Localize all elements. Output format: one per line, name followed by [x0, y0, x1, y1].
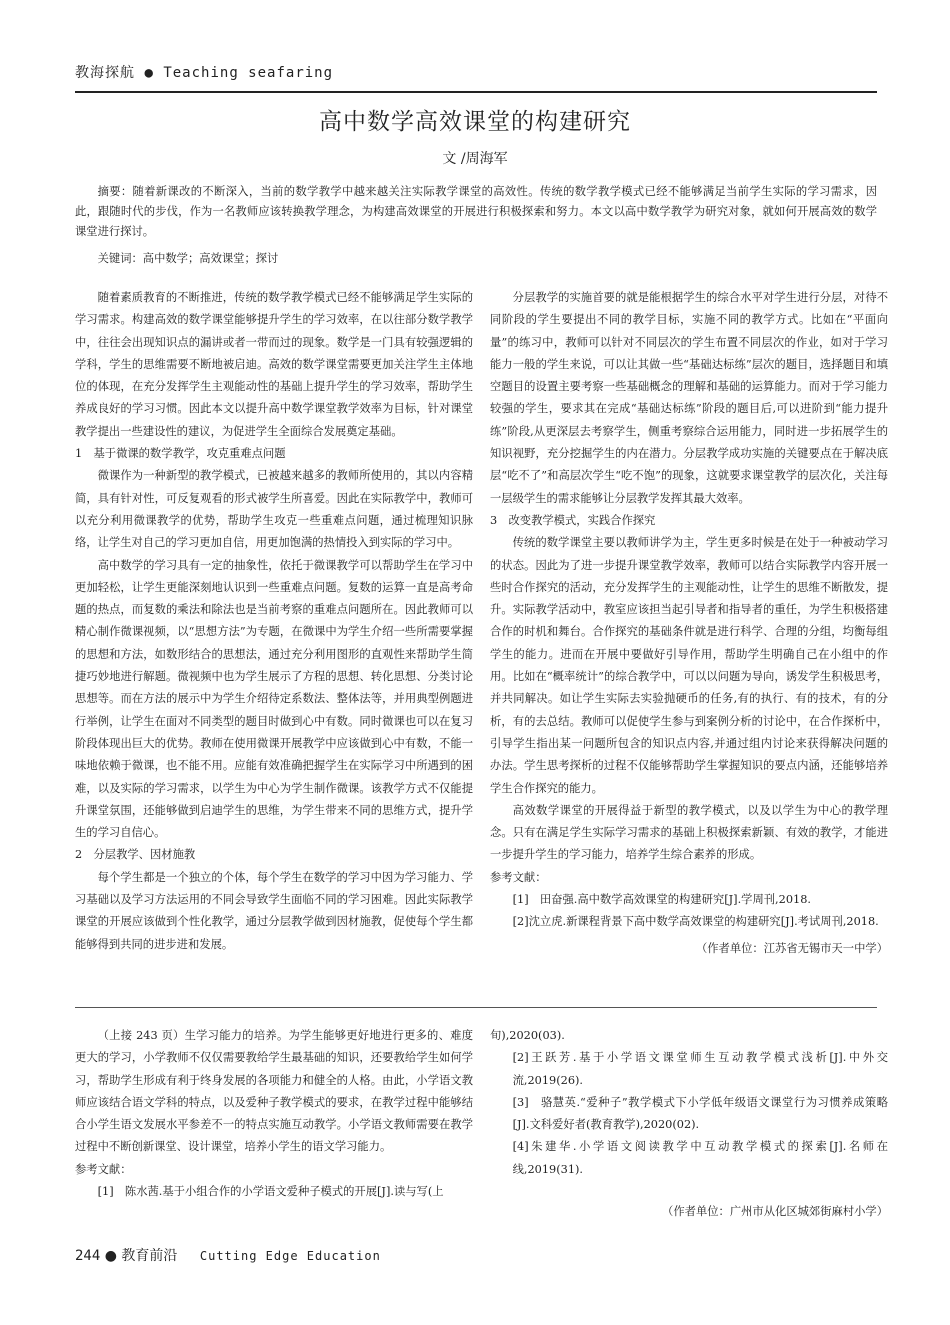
article-title: 高中数学高效课堂的构建研究	[319, 109, 631, 135]
reference-item: [1] 陈水茜.基于小组合作的小学语文爱种子模式的开展[J].读与写(上	[97, 1185, 444, 1199]
reference-item: [2]王跃芳.基于小学语文课堂师生互动教学模式浅析[J].中外交流,2019(26).	[512, 1051, 888, 1087]
section-heading: 3 改变教学模式，实践合作探究	[490, 513, 656, 527]
author-affiliation: （作者单位：广州市从化区城郊街麻村小学）	[662, 1205, 888, 1219]
page-number: 244	[75, 1248, 101, 1264]
paragraph: 高效数学课堂的开展得益于新型的教学模式，以及以学生为中心的教学理念。只有在满足学生实际学习需求的基础上积极探索新颖、有效的教学，才能进一步提升学生的学习能力，培养学生综合素养的形成。	[490, 803, 888, 862]
paragraph: 高中数学的学习具有一定的抽象性，依托于微课教学可以帮助学生在学习中更加轻松，让学生更能深刻地认识到一些重难点问题。复数的运算一直是高考命题的热点，而复数的乘法和除法也是当前考察的重难点问题所在。因此教师可以精心制作微课视频，以“思想方法”为专题，在微课中为学生介绍一些所需要掌握的思想和方法，如数形结合的思想法，通过充分利用图形的直观性来帮助学生简捷巧妙地进行解题。微视频中也为学生展示了方程的思想、转化思想、分类讨论思想等。而在方法的展示中为学生介绍待定系数法、整体法等，并用典型例题进行举例，让学生在面对不同类型的题目时做到心中有数。同时微课也可以在复习阶段体现出巨大的优势。教师在使用微课开展教学中应该做到心中有数，不能一味地依赖于微课，也不能不用。应能有效准确把握学生在实际学习中所遇到的困难，以及实际的学习需求，以学生为中心为学生制作微课。该教学方式不仅能提升课堂氛围，还能够做到启迪学生的思维，为学生带来不同的思维方式，提升学生的学习自信心。	[75, 558, 473, 840]
reference-item: [3] 骆慧英.“爱种子”教学模式下小学低年级语文课堂行为习惯养成策略[J].文科爱好者(教育教学),2020(02).	[512, 1095, 888, 1132]
column-english: Teaching seafaring	[163, 65, 334, 81]
running-header	[75, 62, 333, 82]
author-affiliation: （作者单位：江苏省无锡市天一中学）	[695, 941, 888, 955]
paragraph: 微课作为一种新型的教学模式，已被越来越多的教师所使用的，其以内容精简，具有针对性，可反复观看的形式被学生所喜爱。因此在实际教学中，教师可以充分利用微课教学的优势，帮助学生攻克一些重难点问题，通过梳理知识脉络，让学生对自己的学习更加自信，用更加饱满的热情投入到实际的学习中。	[75, 469, 473, 550]
reference-item: [4]朱建华.小学语文阅读教学中互动教学模式的探索[J].名师在线,2019(31).	[512, 1140, 888, 1176]
article-author: 文 /周海军	[442, 151, 508, 167]
header-rule	[75, 91, 877, 93]
paragraph: 每个学生都是一个独立的个体，每个学生在数学的学习中因为学习能力、学习基础以及学习方法运用的不同会导致学生面临不同的学习困难。因此实际教学课堂的开展应该做到个性化教学，通过分层教学做到因材施教，促使每个学生都能够得到共同的进步进和发展。	[75, 870, 473, 951]
journal-name: 教育前沿	[121, 1248, 178, 1264]
paragraph: 分层教学的实施首要的就是能根据学生的综合水平对学生进行分层，对待不同阶段的学生要提出不同的教学目标，实施不同的教学方式。比如在“平面向量”的练习中，教师可以针对不同层次的学生布置不同层次的作业，如对于学习能力一般的学生来说，可以让其做一些“基础达标练”层次的题目，选择题目和填空题目的设置主要考察一些基础概念的理解和基础的运算能力。而对于学习能力较强的学生，要求其在完成“基础达标练”阶段的题目后,可以进阶到“能力提升练”阶段,从更深层去考察学生，侧重考察综合运用能力，同时进一步拓展学生的知识视野，充分挖掘学生的内在潜力。分层教学成功实施的关键要点在于解决底层“吃不了”和高层次学生“吃不饱”的现象，这就要求课堂教学的层次化，关注每一层级学生的需求能够让分层教学发挥其最大效率。	[490, 291, 888, 505]
reference-item: [2]沈立虎.新课程背景下高中数学高效课堂的构建研究[J].考试周刊,2018.	[512, 915, 879, 929]
paragraph: 传统的数学课堂主要以教师讲学为主，学生更多时候是在处于一种被动学习的状态。因此为了进一步提升课堂教学效率，教师可以结合实际教学内容开展一些时合作探究的活动，充分发挥学生的主观能动性，让学生的思维不断散发，提升。实际教学活动中，教室应该担当起引导者和指导者的重任，为学生积极搭建合作的时机和舞台。合作探究的基础条件就是进行科学、合理的分组，均衡每组学生的能力。进而在开展中要做好引导作用，帮助学生明确自己在小组中的作用。比如在“概率统计”的综合教学中，可以以问题为导向，诱发学生积极思考，并共同解决。如让学生实际去实验抛硬币的任务,有的执行、有的技术，有的分析，有的去总结。教师可以促使学生参与到案例分析的讨论中，在合作探析中，引导学生指出某一问题所包含的知识点内容,并通过组内讨论来获得解决问题的办法。学生思考探析的过程不仅能够帮助学生掌握知识的要点内涵，还能够培养学生合作探究的能力。	[490, 536, 888, 795]
keywords: 关键词：高中数学；高效课堂；探讨	[97, 252, 279, 265]
body-column-left	[75, 287, 473, 956]
paragraph: 随着素质教育的不断推进，传统的数学教学模式已经不能够满足学生实际的学习需求。构建高效的数学课堂能够提升学生的学习效率，在以往部分数学教学中，往往会出现知识点的漏讲或者一带而过的现象。数学是一门具有较强逻辑的学科，学生的思维需要不断地被启迪。高效的数学课堂需要更加关注学生主体地位的体现，在充分发挥学生主观能动性的基础上提升学生的学习效率，帮助学生养成良好的学习习惯。因此本文以提升高中数学课堂教学效率为目标，针对课堂教学提出一些建设性的建议，为促进学生全面综合发展奠定基础。	[75, 291, 473, 438]
body-column-right	[490, 287, 888, 960]
section-heading: 2 分层教学、因材施教	[75, 848, 196, 862]
reference-continuation: 旬),2020(03).	[490, 1029, 565, 1042]
paragraph: （上接 243 页）生学习能力的培养。为学生能够更好地进行更多的、难度更大的学习，小学教师不仅仅需要教给学生最基础的知识，还要教给学生如何学习，帮助学生形成有利于终身发展的各项能力和健全的人格。由此，小学语文教师应该结合语文学科的特点，以及爱种子教学模式的要求，在教学过程中能够结合小学生语文发展水平参差不一的特点实施互动教学。小学语文教师需要在教学过程中不断创新课堂、设计课堂，培养小学生的语文学习能力。	[75, 1029, 473, 1154]
continued-column-right	[490, 1025, 888, 1223]
continued-column-left	[75, 1025, 473, 1203]
column-name: 教海探航	[75, 65, 135, 81]
bullet-icon: ●	[104, 1248, 117, 1264]
references-title: 参考文献：	[490, 870, 547, 884]
page-footer	[75, 1245, 381, 1265]
reference-item: [1] 田奋强.高中数学高效课堂的构建研究[J].学周刊,2018.	[512, 893, 811, 907]
bullet-icon: ●	[144, 65, 154, 81]
journal-english-name: Cutting Edge Education	[199, 1249, 381, 1263]
section-heading: 1 基于微课的数学教学，攻克重难点问题	[75, 447, 286, 461]
references-title: 参考文献：	[75, 1162, 132, 1176]
section-divider	[75, 1007, 877, 1008]
abstract: 摘要：随着新课改的不断深入，当前的数学教学中越来越关注实际教学课堂的高效性。传统的数学教学模式已经不能够满足当前学生实际的学习需求，因此，跟随时代的步伐，作为一名教师应该转换教学理念，为构建高效课堂的开展进行积极探索和努力。本文以高中数学教学为研究对象，就如何开展高效的数学课堂进行探讨。	[75, 185, 877, 238]
